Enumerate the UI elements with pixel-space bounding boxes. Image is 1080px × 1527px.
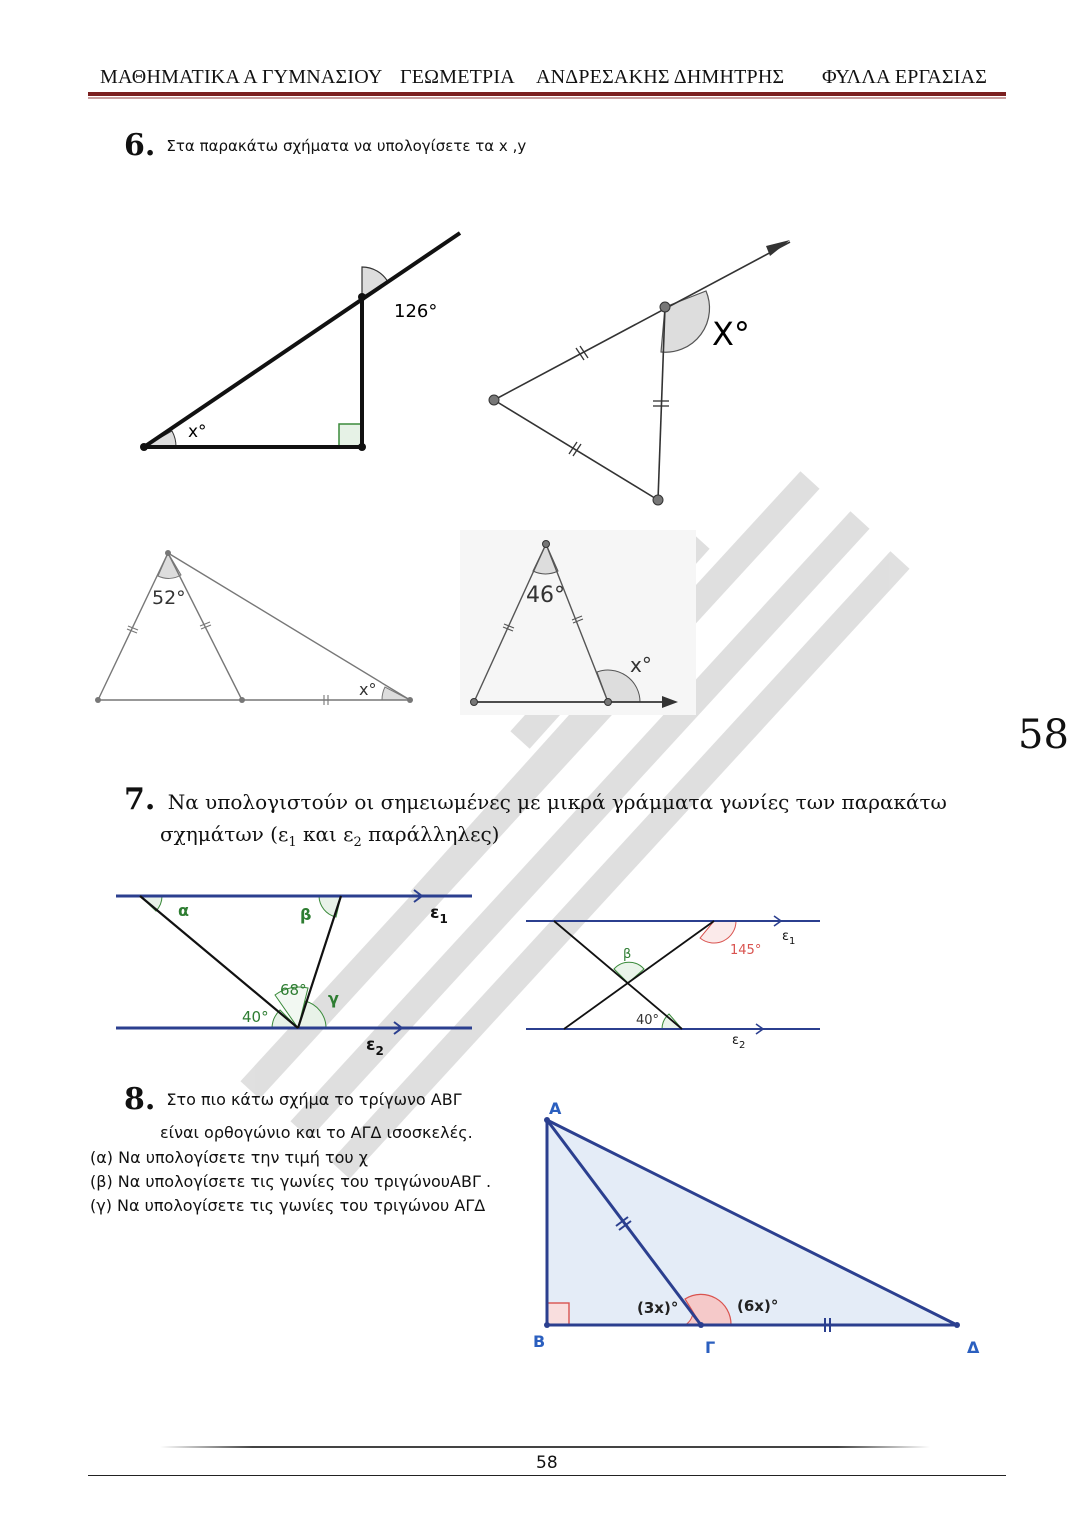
label-A: A — [549, 1099, 562, 1118]
header-series: ΦΥΛΛΑ ΕΡΓΑΣΙΑΣ — [822, 66, 988, 88]
vertex — [954, 1322, 960, 1328]
label-G: Γ — [705, 1338, 716, 1357]
label-3x: (3x)° — [637, 1299, 679, 1317]
footer-rule — [160, 1446, 930, 1448]
vertex — [653, 495, 663, 505]
vertex — [489, 395, 499, 405]
line2-part-c: παράλληλες) — [361, 822, 500, 846]
right-angle-mark — [547, 1303, 569, 1325]
right-angle-mark — [339, 424, 362, 447]
q6-figure-4 — [460, 530, 700, 715]
q7-figure-2 — [520, 900, 825, 1060]
transversal-1 — [140, 896, 298, 1028]
label-alpha: α — [178, 901, 189, 920]
q7-figure-1 — [110, 880, 480, 1060]
label-46: 46° — [526, 583, 565, 608]
question-8-part-a: (α) Να υπολογίσετε την τιμή του χ — [90, 1148, 368, 1167]
label-gamma: γ — [328, 989, 339, 1008]
line2-part-a: σχημάτων (ε — [160, 822, 289, 846]
angle-beta-arc — [614, 962, 644, 983]
vertex — [140, 443, 148, 451]
vertex — [544, 1322, 550, 1328]
tick-marks — [569, 346, 669, 456]
arrow-head — [766, 240, 790, 256]
subscript-1: 1 — [288, 835, 297, 850]
vertex — [358, 443, 366, 451]
label-beta: β — [300, 905, 312, 924]
q8-figure — [525, 1095, 995, 1365]
question-8-line1: Στο πιο κάτω σχήμα το τρίγωνο ΑΒΓ — [166, 1090, 462, 1109]
label-D: Δ — [967, 1338, 980, 1357]
question-8-part-b: (β) Να υπολογίσετε τις γωνίες του τριγώνουΑΒΓ . — [90, 1172, 492, 1191]
transversal-1 — [554, 921, 682, 1029]
header-author: ΑΝΔΡΕΣΑΚΗΣ ΔΗΜΗΤΡΗΣ — [536, 66, 785, 88]
label-e2: $\varepsilon_2$ — [732, 1033, 746, 1051]
side-page-number: 58 — [1018, 712, 1069, 758]
label-126: 126° — [394, 301, 438, 322]
vertex — [407, 697, 413, 703]
figure-background — [460, 530, 696, 715]
angle-x-arc — [661, 291, 710, 352]
question-6 — [124, 128, 526, 163]
question-7-number: 7. — [124, 782, 156, 817]
label-x: x° — [359, 680, 377, 699]
question-7-line2 — [160, 822, 499, 850]
angle-145-arc — [700, 921, 736, 943]
vertex — [543, 541, 550, 548]
question-7-line1: Να υπολογιστούν οι σημειωμένες με μικρά γράμματα γωνίες των παρακάτω — [167, 790, 947, 814]
side-left — [98, 553, 168, 700]
label-x: X° — [712, 315, 750, 353]
vertex — [660, 302, 670, 312]
label-40: 40° — [242, 1008, 269, 1026]
q6-figure-2 — [480, 230, 810, 520]
label-B: B — [533, 1332, 546, 1351]
question-6-number: 6. — [124, 128, 156, 163]
vertex — [358, 293, 366, 301]
vertex — [605, 699, 612, 706]
label-6x: (6x)° — [737, 1297, 779, 1315]
question-8-number: 8. — [124, 1082, 156, 1117]
line2-part-b: και ε — [296, 822, 354, 846]
vertex — [239, 697, 245, 703]
question-8 — [124, 1082, 462, 1117]
side-right — [658, 307, 665, 500]
label-beta: β — [623, 947, 632, 962]
header-topic: ΓΕΩΜΕΤΡΙΑ — [400, 66, 515, 88]
question-8-part-c: (γ) Να υπολογίσετε τις γωνίες του τριγώνου ΑΓΔ — [90, 1196, 486, 1215]
tick-marks — [127, 622, 328, 705]
label-145: 145° — [730, 943, 762, 958]
side-bottom — [494, 400, 658, 500]
vertex — [95, 697, 101, 703]
vertex — [698, 1322, 704, 1328]
question-8-line2: είναι ορθογώνιο και το ΑΓΔ ισοσκελές. — [160, 1123, 473, 1142]
header-subject: ΜΑΘΗΜΑΤΙΚΑ Α ΓΥΜΝΑΣΙΟΥ — [100, 66, 383, 88]
label-40: 40° — [636, 1013, 660, 1028]
q6-figure-1 — [130, 225, 480, 465]
label-e1: $\varepsilon_1$ — [782, 929, 796, 947]
footer-line — [88, 1475, 1006, 1476]
hypotenuse-line — [144, 233, 460, 447]
label-x: x° — [188, 422, 207, 442]
label-x: x° — [630, 653, 652, 677]
vertex — [165, 550, 171, 556]
vertex — [471, 699, 478, 706]
label-e2: $\varepsilon_2$ — [366, 1035, 384, 1058]
label-52: 52° — [152, 587, 186, 609]
subscript-2: 2 — [353, 835, 362, 850]
question-6-text: Στα παρακάτω σχήματα να υπολογίσετε τα x ,y — [166, 137, 527, 155]
label-e1: $\varepsilon_1$ — [430, 903, 448, 926]
label-68: 68° — [280, 981, 307, 999]
footer-page-number: 58 — [536, 1453, 558, 1473]
q6-figure-3 — [90, 540, 420, 710]
